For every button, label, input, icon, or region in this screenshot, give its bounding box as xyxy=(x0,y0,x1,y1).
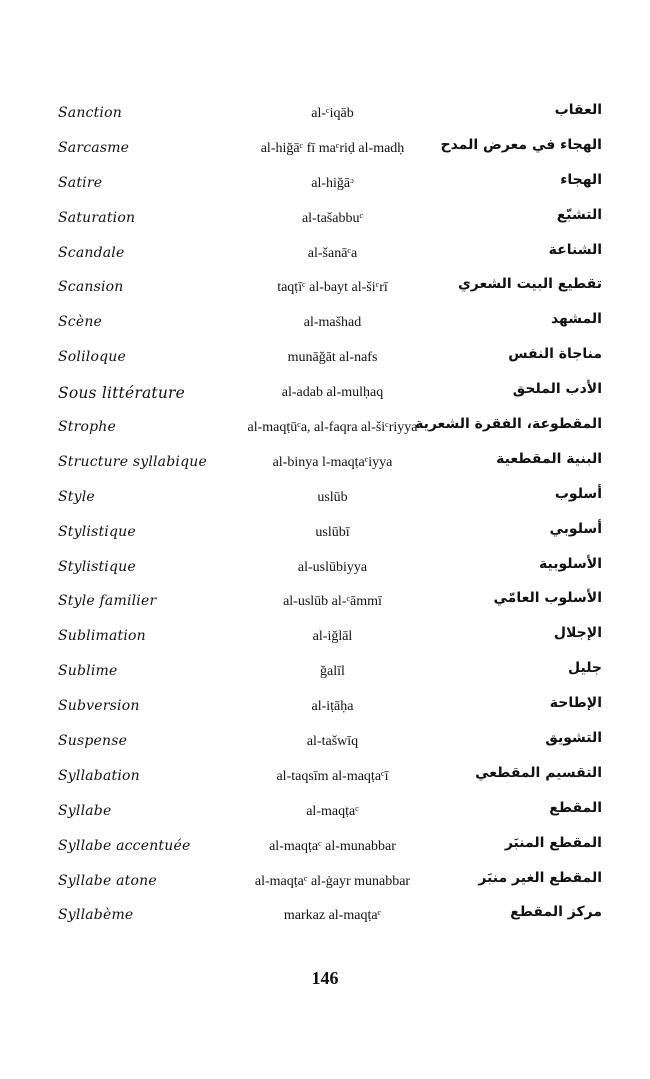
french-term: Stylistique xyxy=(58,523,136,540)
transliteration: al-tašwīq xyxy=(306,734,359,750)
transliteration: al-uslūbiyya xyxy=(297,559,368,575)
transliteration: al-taqsīm al-maqṭaᶜī xyxy=(276,768,389,784)
french-term: Syllabe xyxy=(58,802,112,819)
entry-row xyxy=(0,376,650,411)
transliteration: al-uslūb al-ᶜāmmī xyxy=(283,594,382,610)
glossary-entries xyxy=(0,97,650,934)
french-term: Satire xyxy=(58,174,103,191)
arabic-term: البنية المقطعية xyxy=(496,450,602,467)
entry-row xyxy=(0,202,650,237)
transliteration: markaz al-maqṭaᶜ xyxy=(283,908,382,924)
transliteration: munāğāt al-nafs xyxy=(287,350,378,366)
arabic-term: المقطوعة، الفقرة الشعرية xyxy=(415,416,602,433)
transliteration: al-hiğāᶜ fī maᶜriḍ al-madḥ xyxy=(260,140,405,156)
entry-row xyxy=(0,516,650,551)
entry-row xyxy=(0,795,650,830)
entry-row xyxy=(0,97,650,132)
french-term: Structure syllabique xyxy=(58,453,207,470)
french-term: Saturation xyxy=(58,209,136,226)
arabic-term: التشبّع xyxy=(556,206,602,223)
entry-row xyxy=(0,271,650,306)
arabic-term: الأدب الملحق xyxy=(512,381,602,398)
entry-row xyxy=(0,167,650,202)
french-term: Syllabe atone xyxy=(58,872,157,889)
french-term: Sublimation xyxy=(58,628,146,645)
french-term: Sous littérature xyxy=(58,384,186,403)
transliteration: al-binya l-maqṭaᶜiyya xyxy=(272,454,393,470)
arabic-term: التشويق xyxy=(545,730,602,747)
entry-row xyxy=(0,655,650,690)
transliteration: ğalīl xyxy=(320,664,345,680)
french-term: Scène xyxy=(58,314,103,331)
arabic-term: تقطيع البيت الشعري xyxy=(457,276,602,293)
arabic-term: أسلوبي xyxy=(549,520,602,537)
transliteration: al-maqṭaᶜ xyxy=(306,803,359,819)
entry-row xyxy=(0,690,650,725)
transliteration: uslūb xyxy=(317,489,348,505)
arabic-term: التقسيم المقطعي xyxy=(475,764,602,781)
transliteration: al-tašabbuᶜ xyxy=(301,210,364,226)
arabic-term: المقطع الغير منبَر xyxy=(478,869,602,886)
entry-row xyxy=(0,237,650,272)
french-term: Style familier xyxy=(58,593,157,610)
arabic-term: جليل xyxy=(567,660,602,677)
french-term: Sarcasme xyxy=(58,139,130,156)
entry-row xyxy=(0,620,650,655)
arabic-term: العقاب xyxy=(554,102,602,118)
entry-row xyxy=(0,481,650,516)
arabic-term: الهجاء xyxy=(560,171,602,188)
entry-row xyxy=(0,899,650,934)
transliteration: al-maqṭaᶜ al-munabbar xyxy=(269,838,396,854)
french-term: Scansion xyxy=(58,279,124,296)
entry-row xyxy=(0,760,650,795)
transliteration: al-hiğāᵓ xyxy=(311,175,354,191)
french-term: Syllabe accentuée xyxy=(58,837,191,854)
transliteration: al-maqṭūᶜa, al-faqra al-šiᶜriyya xyxy=(247,420,418,436)
transliteration: al-adab al-mulḥaq xyxy=(281,385,384,401)
french-term: Style xyxy=(58,488,95,505)
french-term: Suspense xyxy=(58,733,128,750)
french-term: Soliloque xyxy=(58,349,126,366)
french-term: Sanction xyxy=(58,105,122,121)
entry-row xyxy=(0,341,650,376)
transliteration: al-maqṭaᶜ al-ġayr munabbar xyxy=(254,873,411,889)
french-term: Sublime xyxy=(58,663,118,680)
transliteration: al-ᶜiqāb xyxy=(311,106,354,121)
entry-row xyxy=(0,411,650,446)
page-number: 146 xyxy=(311,968,339,988)
transliteration: al-mašhad xyxy=(303,315,362,331)
arabic-term: مركز المقطع xyxy=(510,904,602,921)
arabic-term: الأسلوبية xyxy=(539,555,602,572)
entry-row xyxy=(0,585,650,620)
arabic-term: الهجاء في معرض المدح xyxy=(440,136,602,153)
french-term: Syllabation xyxy=(58,767,140,784)
transliteration: taqṭīᶜ al-bayt al-šiᶜrī xyxy=(277,280,388,296)
entry-row xyxy=(0,830,650,865)
french-term: Subversion xyxy=(58,698,140,715)
transliteration: al-šanāᶜa xyxy=(307,245,358,261)
entry-row xyxy=(0,551,650,586)
entry-row xyxy=(0,446,650,481)
arabic-term: أسلوب xyxy=(554,485,602,502)
french-term: Syllabème xyxy=(58,907,134,924)
arabic-term: المشهد xyxy=(550,311,602,328)
transliteration: al-iṭāḥa xyxy=(311,699,354,715)
arabic-term: الإجلال xyxy=(553,625,602,642)
arabic-term: مناجاة النفس xyxy=(508,346,602,363)
arabic-term: الإطاحة xyxy=(549,695,602,712)
entry-row xyxy=(0,865,650,900)
arabic-term: المقطع xyxy=(549,799,602,816)
transliteration: uslūbī xyxy=(315,524,350,540)
french-term: Stylistique xyxy=(58,558,136,575)
entry-row xyxy=(0,132,650,167)
arabic-term: الشناعة xyxy=(548,241,602,258)
transliteration: al-iğlāl xyxy=(312,629,353,645)
french-term: Scandale xyxy=(58,244,125,261)
arabic-term: الأسلوب العامّي xyxy=(493,590,602,607)
arabic-term: المقطع المنبَر xyxy=(504,834,602,851)
entry-row xyxy=(0,725,650,760)
french-term: Strophe xyxy=(58,419,117,436)
entry-row xyxy=(0,306,650,341)
